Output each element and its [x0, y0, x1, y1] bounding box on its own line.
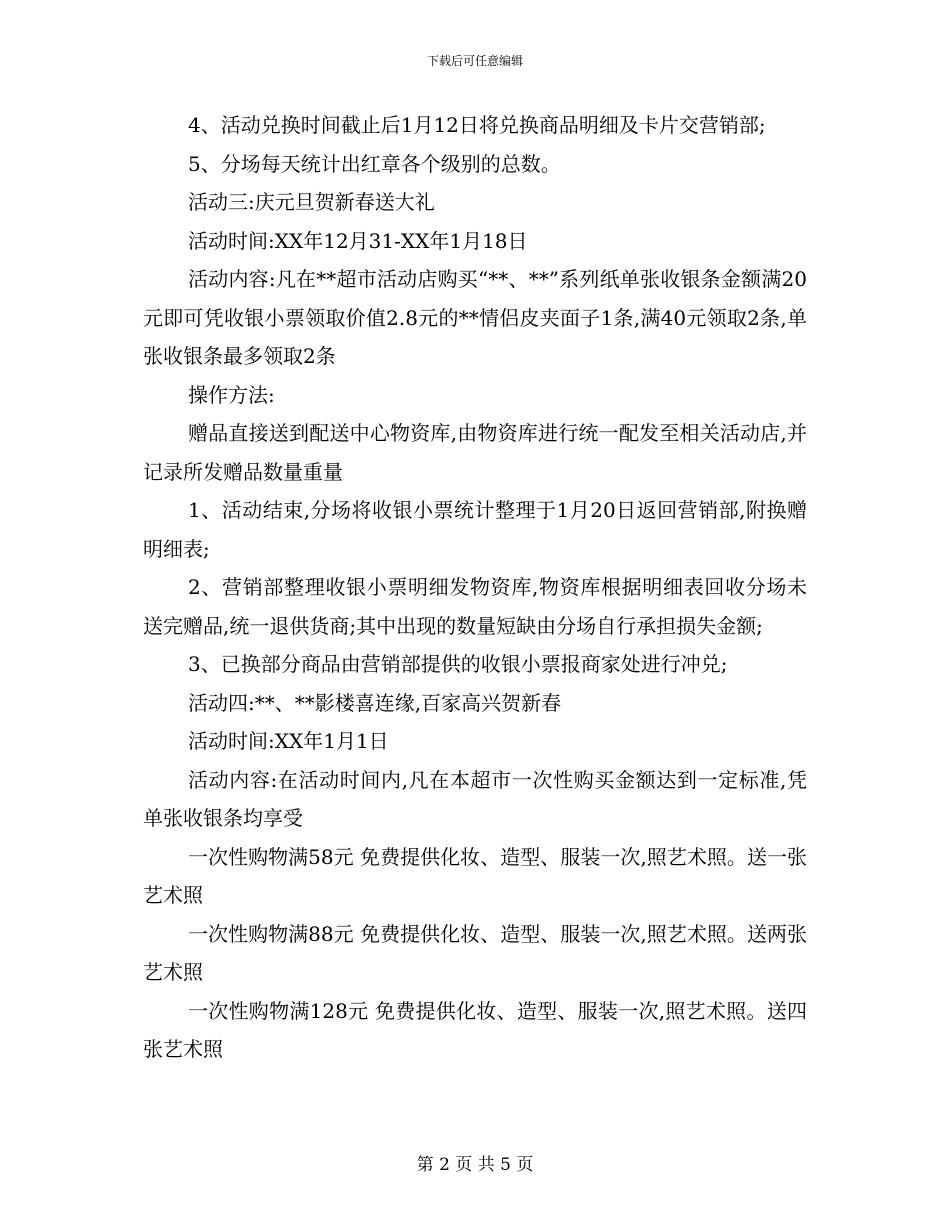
paragraph-item-5-count: 5、分场每天统计出红章各个级别的总数。 — [188, 151, 561, 176]
activity-three-title: 活动三:庆元旦贺新春送大礼 — [188, 190, 435, 214]
operation-step-1: 1、活动结束,分场将收银小票统计整理于1月20日返回营销部,附换赠明细表; — [143, 498, 807, 561]
page-number: 第 2 页 共 5 页 — [416, 1155, 534, 1175]
activity-four-time: 活动时间:XX年1月1日 — [188, 729, 389, 753]
operation-step-2: 2、营销部整理收银小票明细发物资库,物资库根据明细表回收分场未送完赠品,统一退供货商;其中出现的数量短缺由分场自行承担损失金额; — [143, 575, 807, 638]
operation-method-heading: 操作方法: — [188, 382, 275, 407]
activity-three-time: 活动时间:XX年12月31-XX年1月18日 — [188, 228, 528, 253]
activity-four-content: 活动内容:在活动时间内,凡在本超市一次性购买金额达到一定标准,凭单张收银条均享受 — [143, 767, 807, 830]
tier-88: 一次性购物满88元 免费提供化妆、造型、服装一次,照艺术照。送两张艺术照 — [143, 921, 807, 984]
activity-four-title: 活动四:**、**影楼喜连缘,百家高兴贺新春 — [188, 690, 562, 715]
tier-58: 一次性购物满58元 免费提供化妆、造型、服装一次,照艺术照。送一张艺术照 — [143, 844, 807, 907]
document-body — [143, 106, 807, 1069]
activity-three-content: 活动内容:凡在**超市活动店购买“**、**”系列纸单张收银条金额满20元即可凭收银小票领取价值2.8元的**情侣皮夹面子1条,满40元领取2条,单张收银条最多领取2条 — [143, 267, 807, 368]
operation-step-3: 3、已换部分商品由营销部提供的收银小票报商家处进行冲兑; — [188, 652, 728, 676]
tier-128: 一次性购物满128元 免费提供化妆、造型、服装一次,照艺术照。送四张艺术照 — [143, 998, 807, 1061]
paragraph-item-4-exchange: 4、活动兑换时间截止后1月12日将兑换商品明细及卡片交营销部; — [188, 113, 766, 137]
page-header: 下载后可任意编辑 — [426, 54, 523, 68]
gift-delivery-paragraph: 赠品直接送到配送中心物资库,由物资库进行统一配发至相关活动店,并记录所发赠品数量重量 — [143, 421, 807, 484]
